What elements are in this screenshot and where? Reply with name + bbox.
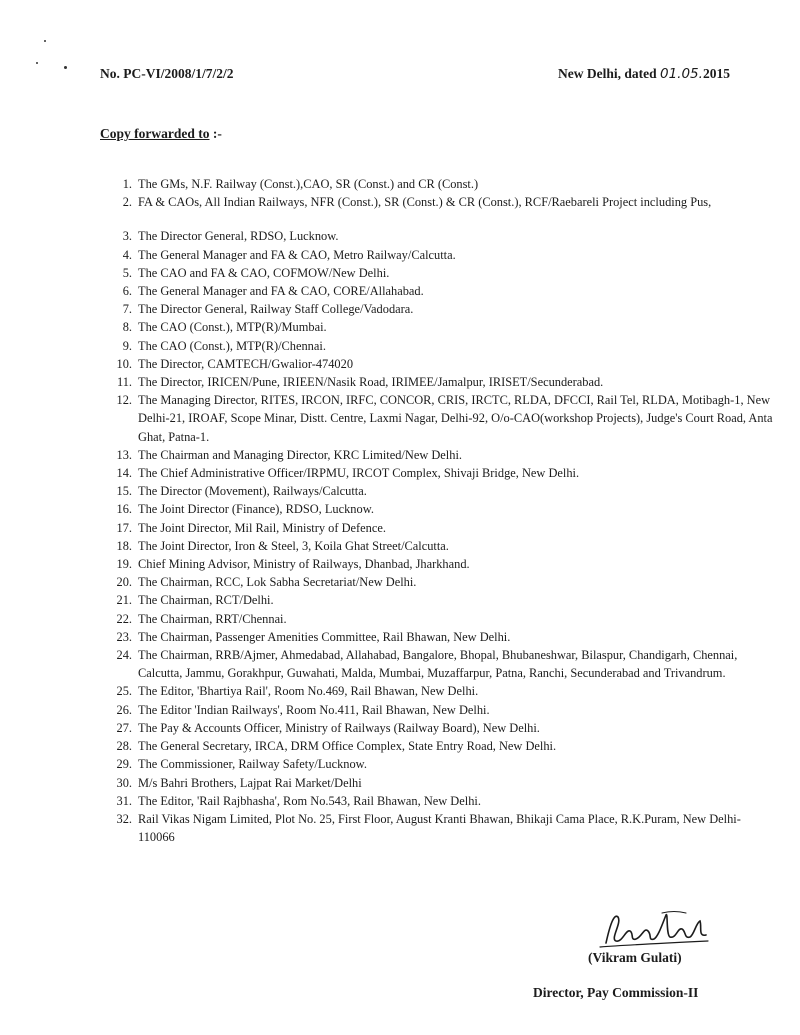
recipient-text: The Editor 'Indian Railways', Room No.411, Rail Bhawan, New Delhi. — [138, 702, 490, 717]
recipient-text: The Chairman, Passenger Amenities Committee, Rail Bhawan, New Delhi. — [138, 629, 511, 644]
recipient-list — [110, 175, 780, 846]
recipient-item — [110, 482, 780, 500]
recipient-number: 2. — [122, 195, 132, 210]
recipient-text: The GMs, N.F. Railway (Const.),CAO, SR (Const.) and CR (Const.) — [138, 177, 479, 191]
recipient-item — [110, 464, 780, 482]
date-prefix: New Delhi, dated — [558, 66, 657, 81]
recipient-item — [110, 755, 780, 773]
date-handwritten: 01.05. — [660, 66, 703, 82]
recipient-number: 17. — [116, 520, 132, 535]
copy-forwarded-suffix: :- — [209, 126, 222, 141]
recipient-item — [110, 682, 780, 700]
recipient-number: 28. — [116, 739, 132, 754]
recipient-number: 30. — [116, 775, 132, 790]
recipient-text: The Pay & Accounts Officer, Ministry of Railways (Railway Board), New Delhi. — [138, 720, 540, 735]
recipient-number: 1. — [122, 177, 132, 191]
recipient-item — [110, 774, 780, 792]
recipient-number: 21. — [116, 593, 132, 608]
recipient-item — [110, 227, 780, 245]
scan-speck — [64, 66, 67, 69]
handwritten-signature — [596, 905, 716, 955]
document-date — [558, 66, 730, 82]
recipient-text: The Chairman and Managing Director, KRC Limited/New Delhi. — [138, 447, 462, 462]
recipient-item — [110, 246, 780, 264]
recipient-item — [110, 573, 780, 591]
recipient-item — [110, 373, 780, 391]
copy-forwarded-label: Copy forwarded to — [100, 126, 210, 141]
reference-number: No. PC-VI/2008/1/7/2/2 — [100, 66, 234, 81]
recipient-item — [110, 300, 780, 318]
recipient-number: 12. — [116, 393, 132, 408]
recipient-item — [110, 391, 780, 446]
recipient-item — [110, 318, 780, 336]
recipient-text: Chief Mining Advisor, Ministry of Railways, Dhanbad, Jharkhand. — [138, 557, 470, 572]
recipient-number: 25. — [116, 684, 132, 699]
recipient-number: 14. — [116, 466, 132, 481]
recipient-number: 31. — [116, 793, 132, 808]
recipient-text: The CAO (Const.), MTP(R)/Chennai. — [138, 338, 326, 353]
signatory-name: (Vikram Gulati) — [588, 950, 682, 965]
scan-speck — [36, 62, 38, 64]
recipient-number: 3. — [122, 229, 132, 244]
recipient-item — [110, 701, 780, 719]
recipient-item — [110, 610, 780, 628]
recipient-number: 5. — [122, 265, 132, 280]
recipient-text: The Director General, RDSO, Lucknow. — [138, 229, 339, 244]
recipient-text: The Chief Administrative Officer/IRPMU, IRCOT Complex, Shivaji Bridge, New Delhi. — [138, 466, 580, 481]
recipient-item — [110, 264, 780, 282]
recipient-text: The Commissioner, Railway Safety/Lucknow. — [138, 757, 367, 772]
recipient-text: The General Secretary, IRCA, DRM Office Complex, State Entry Road, New Delhi. — [138, 739, 557, 754]
recipient-item — [110, 719, 780, 737]
recipient-text: The Joint Director, Iron & Steel, 3, Koila Ghat Street/Calcutta. — [138, 538, 449, 553]
recipient-number: 4. — [122, 247, 132, 262]
recipient-number: 32. — [116, 811, 132, 826]
recipient-number: 19. — [116, 557, 132, 572]
recipient-item — [110, 646, 780, 682]
recipient-item — [110, 500, 780, 518]
recipient-number: 16. — [116, 502, 132, 517]
recipient-number: 27. — [116, 720, 132, 735]
recipient-item — [110, 193, 780, 211]
recipient-text: FA & CAOs, All Indian Railways, NFR (Const.), SR (Const.) & CR (Const.), RCF/Raebareli Project including Pus, — [138, 195, 712, 210]
recipient-text: The Chairman, RCT/Delhi. — [138, 593, 274, 608]
recipient-item — [110, 628, 780, 646]
scan-speck — [44, 40, 46, 42]
recipient-number: 18. — [116, 538, 132, 553]
recipient-text: The CAO and FA & CAO, COFMOW/New Delhi. — [138, 265, 390, 280]
copy-forwarded-heading — [100, 126, 222, 142]
recipient-item — [110, 337, 780, 355]
recipient-text: Rail Vikas Nigam Limited, Plot No. 25, First Floor, August Kranti Bhawan, Bhikaji Cama Place, R.K.Puram, New Delhi- 110066 — [138, 811, 741, 845]
recipient-number: 26. — [116, 702, 132, 717]
date-year: 2015 — [702, 66, 730, 81]
recipient-number: 20. — [116, 575, 132, 590]
recipient-item — [110, 519, 780, 537]
recipient-number: 13. — [116, 447, 132, 462]
recipient-text: The Managing Director, RITES, IRCON, IRFC, CONCOR, CRIS, IRCTC, RLDA, DFCCI, Rail Tel, RLDA, Motibagh-1, New Delhi-21, IROAF, Scope Minar, Distt. Centre, Laxmi Nagar, Delhi-92, O/o-CAO(workshop Projects), Judge's Court Road, Anta Ghat, Patna-1. — [138, 393, 773, 444]
recipient-item — [110, 355, 780, 373]
recipient-number: 6. — [122, 284, 132, 299]
recipient-item — [110, 537, 780, 555]
recipient-item — [110, 792, 780, 810]
recipient-text: The Chairman, RCC, Lok Sabha Secretariat/New Delhi. — [138, 575, 417, 590]
recipient-number: 23. — [116, 629, 132, 644]
recipient-item — [110, 555, 780, 573]
recipient-text: The Joint Director (Finance), RDSO, Lucknow. — [138, 502, 374, 517]
recipient-number: 10. — [116, 356, 132, 371]
recipient-item — [110, 175, 780, 193]
recipient-text: The Chairman, RRT/Chennai. — [138, 611, 287, 626]
recipient-number: 29. — [116, 757, 132, 772]
recipient-item — [110, 591, 780, 609]
recipient-text: M/s Bahri Brothers, Lajpat Rai Market/Delhi — [138, 775, 362, 790]
recipient-item — [110, 446, 780, 464]
recipient-item — [110, 282, 780, 300]
recipient-number: 7. — [122, 302, 132, 317]
recipient-number: 9. — [122, 338, 132, 353]
signatory-designation: Director, Pay Commission-II — [533, 985, 699, 1000]
recipient-text: The General Manager and FA & CAO, CORE/Allahabad. — [138, 284, 424, 299]
recipient-number: 15. — [116, 484, 132, 499]
recipient-text: The CAO (Const.), MTP(R)/Mumbai. — [138, 320, 327, 335]
recipient-text: The Joint Director, Mil Rail, Ministry of Defence. — [138, 520, 386, 535]
recipient-text: The Chairman, RRB/Ajmer, Ahmedabad, Allahabad, Bangalore, Bhopal, Bhubaneshwar, Bilaspur, Chandigarh, Chennai, Calcutta, Jammu, Gorakhpur, Guwahati, Malda, Mumbai, Muzaffarpur, Patna, Ranchi, Secunderabad and Trivandrum. — [138, 648, 738, 681]
recipient-number: 22. — [116, 611, 132, 626]
recipient-text: The General Manager and FA & CAO, Metro Railway/Calcutta. — [138, 247, 456, 262]
recipient-item — [110, 737, 780, 755]
recipient-number: 8. — [122, 320, 132, 335]
recipient-item — [110, 810, 780, 846]
recipient-text: The Editor, 'Rail Rajbhasha', Rom No.543, Rail Bhawan, New Delhi. — [138, 793, 481, 808]
recipient-number: 11. — [116, 375, 132, 390]
recipient-text: The Editor, 'Bhartiya Rail', Room No.469, Rail Bhawan, New Delhi. — [138, 684, 479, 699]
recipient-text: The Director, CAMTECH/Gwalior-474020 — [138, 356, 354, 371]
recipient-text: The Director (Movement), Railways/Calcutta. — [138, 484, 367, 499]
recipient-number: 24. — [116, 648, 132, 663]
recipient-text: The Director General, Railway Staff College/Vadodara. — [138, 302, 414, 317]
recipient-text: The Director, IRICEN/Pune, IRIEEN/Nasik Road, IRIMEE/Jamalpur, IRISET/Secunderabad. — [138, 375, 604, 390]
